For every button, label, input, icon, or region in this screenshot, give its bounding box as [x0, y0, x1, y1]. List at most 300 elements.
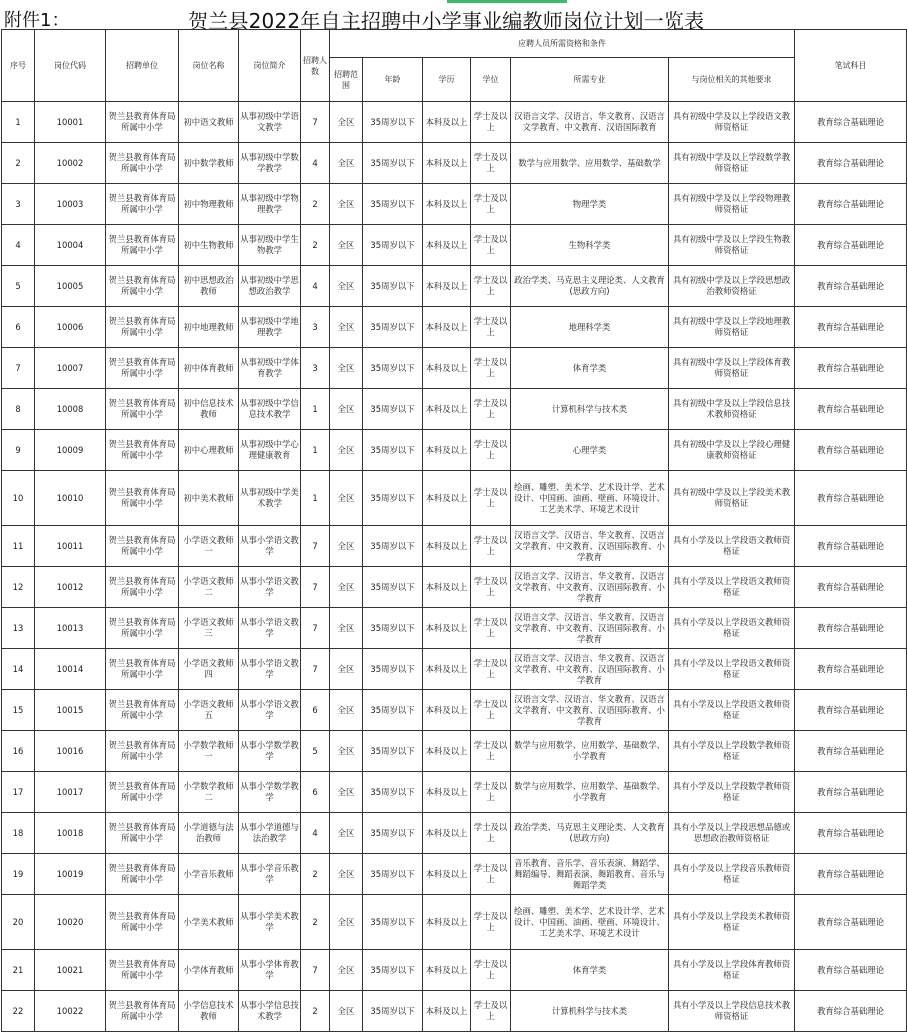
cell-edu: 本科及以上 [423, 184, 471, 225]
cell-code: 10021 [35, 950, 106, 991]
cell-degree: 学士及以上 [471, 991, 511, 1032]
cell-code: 10019 [35, 854, 106, 895]
cell-unit: 贺兰县教育体育局所属中小学 [106, 649, 179, 690]
header-other: 与岗位相关的其他要求 [669, 58, 795, 102]
cell-exam: 教育综合基础理论 [795, 143, 907, 184]
cell-edu: 本科及以上 [423, 772, 471, 813]
table-row [2, 225, 907, 266]
cell-unit: 贺兰县教育体育局所属中小学 [106, 225, 179, 266]
table-row [2, 307, 907, 348]
cell-edu: 本科及以上 [423, 991, 471, 1032]
cell-degree: 学士及以上 [471, 526, 511, 567]
table-row [2, 649, 907, 690]
scroll-accent [447, 0, 567, 3]
header-exam: 笔试科目 [795, 30, 907, 102]
cell-other: 具有小学及以上学段体育教师资格证 [669, 950, 795, 991]
cell-unit: 贺兰县教育体育局所属中小学 [106, 950, 179, 991]
cell-name: 初中物理教师 [179, 184, 239, 225]
cell-exam: 教育综合基础理论 [795, 184, 907, 225]
cell-age: 35周岁以下 [363, 266, 423, 307]
cell-major: 汉语言文学、汉语言、华文教育、汉语言文学教育、中文教育、汉语国际教育、小学教育 [511, 526, 669, 567]
cell-major: 生物科学类 [511, 225, 669, 266]
cell-count: 4 [301, 143, 330, 184]
cell-seq: 10 [2, 471, 35, 526]
cell-other: 具有初级中学及以上学段语文教师资格证 [669, 102, 795, 143]
cell-exam: 教育综合基础理论 [795, 526, 907, 567]
cell-seq: 19 [2, 854, 35, 895]
cell-other: 具有初级中学及以上学段思想政治教师资格证 [669, 266, 795, 307]
cell-intro: 从事小学语文教学 [239, 690, 301, 731]
cell-count: 4 [301, 266, 330, 307]
cell-degree: 学士及以上 [471, 389, 511, 430]
table-row [2, 854, 907, 895]
cell-intro: 从事初级中学地理教学 [239, 307, 301, 348]
cell-edu: 本科及以上 [423, 895, 471, 950]
cell-exam: 教育综合基础理论 [795, 991, 907, 1032]
cell-count: 7 [301, 567, 330, 608]
cell-intro: 从事小学美术教学 [239, 895, 301, 950]
header-major: 所需专业 [511, 58, 669, 102]
cell-age: 35周岁以下 [363, 608, 423, 649]
cell-count: 7 [301, 649, 330, 690]
cell-unit: 贺兰县教育体育局所属中小学 [106, 991, 179, 1032]
cell-scope: 全区 [330, 950, 363, 991]
cell-age: 35周岁以下 [363, 430, 423, 471]
cell-seq: 6 [2, 307, 35, 348]
cell-edu: 本科及以上 [423, 813, 471, 854]
cell-code: 10011 [35, 526, 106, 567]
cell-name: 初中语文教师 [179, 102, 239, 143]
cell-other: 具有小学及以上学段语文教师资格证 [669, 608, 795, 649]
positions-table [1, 29, 907, 1032]
cell-age: 35周岁以下 [363, 895, 423, 950]
cell-unit: 贺兰县教育体育局所属中小学 [106, 389, 179, 430]
cell-code: 10012 [35, 567, 106, 608]
cell-major: 体育学类 [511, 348, 669, 389]
cell-degree: 学士及以上 [471, 348, 511, 389]
cell-other: 具有小学及以上学段数学教师资格证 [669, 772, 795, 813]
cell-major: 汉语言文学、汉语言、华文教育、汉语言文学教育、中文教育、汉语国际教育 [511, 102, 669, 143]
cell-age: 35周岁以下 [363, 389, 423, 430]
cell-exam: 教育综合基础理论 [795, 608, 907, 649]
cell-major: 汉语言文学、汉语言、华文教育、汉语言文学教育、中文教育、汉语国际教育、小学教育 [511, 567, 669, 608]
cell-intro: 从事初级中学物理教学 [239, 184, 301, 225]
cell-edu: 本科及以上 [423, 608, 471, 649]
cell-unit: 贺兰县教育体育局所属中小学 [106, 102, 179, 143]
cell-other: 具有小学及以上学段信息技术教师资格证 [669, 991, 795, 1032]
cell-age: 35周岁以下 [363, 649, 423, 690]
cell-intro: 从事初级中学思想政治教学 [239, 266, 301, 307]
cell-scope: 全区 [330, 225, 363, 266]
table-row [2, 731, 907, 772]
cell-name: 小学信息技术教师 [179, 991, 239, 1032]
cell-edu: 本科及以上 [423, 389, 471, 430]
cell-intro: 从事小学信息技术教学 [239, 991, 301, 1032]
cell-other: 具有初级中学及以上学段数学教师资格证 [669, 143, 795, 184]
cell-other: 具有初级中学及以上学段信息技术教师资格证 [669, 389, 795, 430]
cell-age: 35周岁以下 [363, 143, 423, 184]
cell-other: 具有小学及以上学段语文教师资格证 [669, 690, 795, 731]
cell-count: 5 [301, 731, 330, 772]
cell-degree: 学士及以上 [471, 102, 511, 143]
cell-major: 数学与应用数学、应用数学、基础数学、小学教育 [511, 731, 669, 772]
cell-intro: 从事初级中学体育教学 [239, 348, 301, 389]
cell-degree: 学士及以上 [471, 184, 511, 225]
cell-scope: 全区 [330, 813, 363, 854]
cell-age: 35周岁以下 [363, 471, 423, 526]
cell-code: 10010 [35, 471, 106, 526]
table-row [2, 950, 907, 991]
cell-exam: 教育综合基础理论 [795, 225, 907, 266]
cell-seq: 20 [2, 895, 35, 950]
cell-name: 小学数学教师一 [179, 731, 239, 772]
cell-age: 35周岁以下 [363, 950, 423, 991]
cell-name: 初中信息技术教师 [179, 389, 239, 430]
cell-unit: 贺兰县教育体育局所属中小学 [106, 307, 179, 348]
cell-degree: 学士及以上 [471, 895, 511, 950]
cell-unit: 贺兰县教育体育局所属中小学 [106, 348, 179, 389]
cell-degree: 学士及以上 [471, 567, 511, 608]
cell-degree: 学士及以上 [471, 854, 511, 895]
cell-intro: 从事初级中学数学教学 [239, 143, 301, 184]
cell-seq: 11 [2, 526, 35, 567]
cell-unit: 贺兰县教育体育局所属中小学 [106, 430, 179, 471]
cell-exam: 教育综合基础理论 [795, 389, 907, 430]
cell-code: 10008 [35, 389, 106, 430]
cell-unit: 贺兰县教育体育局所属中小学 [106, 471, 179, 526]
cell-seq: 7 [2, 348, 35, 389]
table-row [2, 430, 907, 471]
cell-exam: 教育综合基础理论 [795, 854, 907, 895]
cell-count: 4 [301, 813, 330, 854]
cell-exam: 教育综合基础理论 [795, 649, 907, 690]
title-row [0, 4, 907, 33]
cell-exam: 教育综合基础理论 [795, 102, 907, 143]
cell-degree: 学士及以上 [471, 143, 511, 184]
cell-degree: 学士及以上 [471, 731, 511, 772]
header-unit: 招聘单位 [106, 30, 179, 102]
table-row [2, 772, 907, 813]
cell-unit: 贺兰县教育体育局所属中小学 [106, 690, 179, 731]
header-age: 年龄 [363, 58, 423, 102]
header-degree: 学位 [471, 58, 511, 102]
cell-exam: 教育综合基础理论 [795, 430, 907, 471]
cell-edu: 本科及以上 [423, 854, 471, 895]
cell-major: 计算机科学与技术类 [511, 991, 669, 1032]
cell-degree: 学士及以上 [471, 471, 511, 526]
cell-scope: 全区 [330, 772, 363, 813]
cell-degree: 学士及以上 [471, 950, 511, 991]
cell-intro: 从事初级中学语文教学 [239, 102, 301, 143]
cell-seq: 4 [2, 225, 35, 266]
cell-name: 小学语文教师二 [179, 567, 239, 608]
cell-intro: 从事小学体育教学 [239, 950, 301, 991]
cell-age: 35周岁以下 [363, 854, 423, 895]
cell-unit: 贺兰县教育体育局所属中小学 [106, 526, 179, 567]
cell-scope: 全区 [330, 184, 363, 225]
cell-age: 35周岁以下 [363, 567, 423, 608]
cell-seq: 2 [2, 143, 35, 184]
cell-code: 10014 [35, 649, 106, 690]
table-row [2, 102, 907, 143]
cell-count: 7 [301, 526, 330, 567]
cell-count: 3 [301, 348, 330, 389]
cell-code: 10002 [35, 143, 106, 184]
cell-unit: 贺兰县教育体育局所属中小学 [106, 567, 179, 608]
cell-age: 35周岁以下 [363, 991, 423, 1032]
cell-code: 10001 [35, 102, 106, 143]
cell-name: 小学语文教师三 [179, 608, 239, 649]
cell-scope: 全区 [330, 608, 363, 649]
cell-other: 具有初级中学及以上学段地理教师资格证 [669, 307, 795, 348]
cell-count: 7 [301, 608, 330, 649]
header-edu: 学历 [423, 58, 471, 102]
header-seq: 序号 [2, 30, 35, 102]
cell-count: 6 [301, 690, 330, 731]
cell-unit: 贺兰县教育体育局所属中小学 [106, 854, 179, 895]
cell-exam: 教育综合基础理论 [795, 895, 907, 950]
cell-age: 35周岁以下 [363, 772, 423, 813]
cell-other: 具有小学及以上学段语文教师资格证 [669, 649, 795, 690]
cell-edu: 本科及以上 [423, 225, 471, 266]
cell-scope: 全区 [330, 690, 363, 731]
cell-name: 小学语文教师五 [179, 690, 239, 731]
cell-edu: 本科及以上 [423, 567, 471, 608]
cell-unit: 贺兰县教育体育局所属中小学 [106, 813, 179, 854]
cell-scope: 全区 [330, 348, 363, 389]
cell-major: 地理科学类 [511, 307, 669, 348]
cell-major: 物理学类 [511, 184, 669, 225]
cell-code: 10009 [35, 430, 106, 471]
cell-code: 10003 [35, 184, 106, 225]
header-qualifications: 应聘人员所需资格和条件 [330, 30, 795, 58]
cell-code: 10022 [35, 991, 106, 1032]
cell-edu: 本科及以上 [423, 266, 471, 307]
attachment-label: 附件1： [4, 10, 70, 31]
cell-major: 计算机科学与技术类 [511, 389, 669, 430]
cell-seq: 3 [2, 184, 35, 225]
cell-unit: 贺兰县教育体育局所属中小学 [106, 184, 179, 225]
cell-code: 10017 [35, 772, 106, 813]
cell-name: 小学美术教师 [179, 895, 239, 950]
cell-count: 7 [301, 950, 330, 991]
cell-major: 音乐教育、音乐学、音乐表演、舞蹈学、舞蹈编导、舞蹈表演、舞蹈教育、音乐与舞蹈学类 [511, 854, 669, 895]
cell-intro: 从事初级中学美术教学 [239, 471, 301, 526]
cell-seq: 13 [2, 608, 35, 649]
cell-name: 小学语文教师四 [179, 649, 239, 690]
cell-age: 35周岁以下 [363, 102, 423, 143]
page-title: 贺兰县2022年自主招聘中小学事业编教师岗位计划一览表 [188, 9, 705, 33]
cell-degree: 学士及以上 [471, 690, 511, 731]
cell-major: 绘画、雕塑、美术学、艺术设计学、艺术设计、中国画、油画、壁画、环境设计、工艺美术学、环境艺术设计 [511, 471, 669, 526]
cell-degree: 学士及以上 [471, 608, 511, 649]
cell-edu: 本科及以上 [423, 649, 471, 690]
cell-intro: 从事初级中学生物教学 [239, 225, 301, 266]
cell-unit: 贺兰县教育体育局所属中小学 [106, 895, 179, 950]
cell-code: 10004 [35, 225, 106, 266]
table-row [2, 266, 907, 307]
cell-seq: 5 [2, 266, 35, 307]
cell-name: 初中心理教师 [179, 430, 239, 471]
cell-scope: 全区 [330, 731, 363, 772]
cell-intro: 从事初级中学心理健康教育 [239, 430, 301, 471]
table-row [2, 471, 907, 526]
table-row [2, 143, 907, 184]
cell-intro: 从事小学音乐教学 [239, 854, 301, 895]
cell-edu: 本科及以上 [423, 950, 471, 991]
cell-intro: 从事小学语文教学 [239, 567, 301, 608]
table-row [2, 348, 907, 389]
cell-count: 1 [301, 430, 330, 471]
cell-major: 汉语言文学、汉语言、华文教育、汉语言文学教育、中文教育、汉语国际教育、小学教育 [511, 608, 669, 649]
cell-unit: 贺兰县教育体育局所属中小学 [106, 772, 179, 813]
cell-seq: 17 [2, 772, 35, 813]
cell-edu: 本科及以上 [423, 143, 471, 184]
cell-unit: 贺兰县教育体育局所属中小学 [106, 608, 179, 649]
cell-scope: 全区 [330, 649, 363, 690]
cell-edu: 本科及以上 [423, 348, 471, 389]
header-name: 岗位名称 [179, 30, 239, 102]
cell-code: 10016 [35, 731, 106, 772]
cell-other: 具有小学及以上学段语文教师资格证 [669, 567, 795, 608]
cell-other: 具有初级中学及以上学段物理教师资格证 [669, 184, 795, 225]
cell-code: 10007 [35, 348, 106, 389]
cell-scope: 全区 [330, 854, 363, 895]
cell-age: 35周岁以下 [363, 526, 423, 567]
table-row [2, 526, 907, 567]
cell-seq: 15 [2, 690, 35, 731]
cell-intro: 从事小学数学教学 [239, 772, 301, 813]
cell-major: 体育学类 [511, 950, 669, 991]
top-edge [0, 0, 907, 3]
cell-edu: 本科及以上 [423, 471, 471, 526]
cell-scope: 全区 [330, 526, 363, 567]
cell-edu: 本科及以上 [423, 430, 471, 471]
cell-code: 10013 [35, 608, 106, 649]
cell-code: 10006 [35, 307, 106, 348]
cell-degree: 学士及以上 [471, 430, 511, 471]
cell-edu: 本科及以上 [423, 307, 471, 348]
cell-code: 10015 [35, 690, 106, 731]
cell-degree: 学士及以上 [471, 225, 511, 266]
cell-other: 具有小学及以上学段美术教师资格证 [669, 895, 795, 950]
cell-exam: 教育综合基础理论 [795, 471, 907, 526]
cell-exam: 教育综合基础理论 [795, 772, 907, 813]
cell-exam: 教育综合基础理论 [795, 266, 907, 307]
table-row [2, 567, 907, 608]
cell-exam: 教育综合基础理论 [795, 950, 907, 991]
cell-name: 初中体育教师 [179, 348, 239, 389]
cell-age: 35周岁以下 [363, 813, 423, 854]
cell-exam: 教育综合基础理论 [795, 567, 907, 608]
cell-age: 35周岁以下 [363, 307, 423, 348]
cell-age: 35周岁以下 [363, 731, 423, 772]
cell-name: 初中美术教师 [179, 471, 239, 526]
cell-seq: 9 [2, 430, 35, 471]
cell-age: 35周岁以下 [363, 348, 423, 389]
cell-count: 2 [301, 225, 330, 266]
cell-seq: 1 [2, 102, 35, 143]
cell-name: 初中地理教师 [179, 307, 239, 348]
cell-major: 数学与应用数学、应用数学、基础数学 [511, 143, 669, 184]
cell-scope: 全区 [330, 266, 363, 307]
cell-unit: 贺兰县教育体育局所属中小学 [106, 266, 179, 307]
cell-name: 初中思想政治教师 [179, 266, 239, 307]
cell-other: 具有小学及以上学段音乐教师资格证 [669, 854, 795, 895]
cell-degree: 学士及以上 [471, 307, 511, 348]
header-code: 岗位代码 [35, 30, 106, 102]
cell-name: 小学体育教师 [179, 950, 239, 991]
cell-scope: 全区 [330, 143, 363, 184]
cell-count: 1 [301, 389, 330, 430]
table-row [2, 389, 907, 430]
cell-code: 10018 [35, 813, 106, 854]
cell-edu: 本科及以上 [423, 526, 471, 567]
cell-seq: 14 [2, 649, 35, 690]
cell-other: 具有初级中学及以上学段体育教师资格证 [669, 348, 795, 389]
cell-count: 2 [301, 854, 330, 895]
cell-intro: 从事初级中学信息技术教学 [239, 389, 301, 430]
cell-name: 小学音乐教师 [179, 854, 239, 895]
header-intro: 岗位简介 [239, 30, 301, 102]
table-row [2, 608, 907, 649]
cell-major: 政治学类、马克思主义理论类、人文教育(思政方向) [511, 813, 669, 854]
cell-intro: 从事小学数学教学 [239, 731, 301, 772]
cell-major: 心理学类 [511, 430, 669, 471]
cell-code: 10005 [35, 266, 106, 307]
cell-code: 10020 [35, 895, 106, 950]
header-scope: 招聘范围 [330, 58, 363, 102]
cell-seq: 22 [2, 991, 35, 1032]
cell-count: 7 [301, 102, 330, 143]
cell-exam: 教育综合基础理论 [795, 348, 907, 389]
cell-degree: 学士及以上 [471, 813, 511, 854]
cell-exam: 教育综合基础理论 [795, 731, 907, 772]
cell-name: 初中数学教师 [179, 143, 239, 184]
header-count: 招聘人数 [301, 30, 330, 102]
cell-degree: 学士及以上 [471, 266, 511, 307]
table-row [2, 813, 907, 854]
cell-major: 数学与应用数学、应用数学、基础数学、小学教育 [511, 772, 669, 813]
cell-other: 具有初级中学及以上学段心理健康教师资格证 [669, 430, 795, 471]
cell-age: 35周岁以下 [363, 690, 423, 731]
cell-count: 6 [301, 772, 330, 813]
table-body [2, 102, 907, 1032]
cell-unit: 贺兰县教育体育局所属中小学 [106, 731, 179, 772]
table-row [2, 184, 907, 225]
cell-other: 具有小学及以上学段数学教师资格证 [669, 731, 795, 772]
cell-scope: 全区 [330, 102, 363, 143]
cell-name: 小学数学教师二 [179, 772, 239, 813]
cell-count: 2 [301, 991, 330, 1032]
cell-intro: 从事小学道德与法治教学 [239, 813, 301, 854]
cell-other: 具有小学及以上学段思想品德或思想政治教师资格证 [669, 813, 795, 854]
cell-intro: 从事小学语文教学 [239, 608, 301, 649]
cell-seq: 8 [2, 389, 35, 430]
cell-seq: 16 [2, 731, 35, 772]
cell-major: 汉语言文学、汉语言、华文教育、汉语言文学教育、中文教育、汉语国际教育、小学教育 [511, 649, 669, 690]
cell-name: 小学道德与法治教师 [179, 813, 239, 854]
table-row [2, 690, 907, 731]
cell-other: 具有初级中学及以上学段美术教师资格证 [669, 471, 795, 526]
cell-exam: 教育综合基础理论 [795, 307, 907, 348]
cell-count: 3 [301, 307, 330, 348]
cell-scope: 全区 [330, 430, 363, 471]
cell-degree: 学士及以上 [471, 772, 511, 813]
cell-major: 政治学类、马克思主义理论类、人文教育(思政方向) [511, 266, 669, 307]
cell-count: 2 [301, 184, 330, 225]
cell-name: 初中生物教师 [179, 225, 239, 266]
